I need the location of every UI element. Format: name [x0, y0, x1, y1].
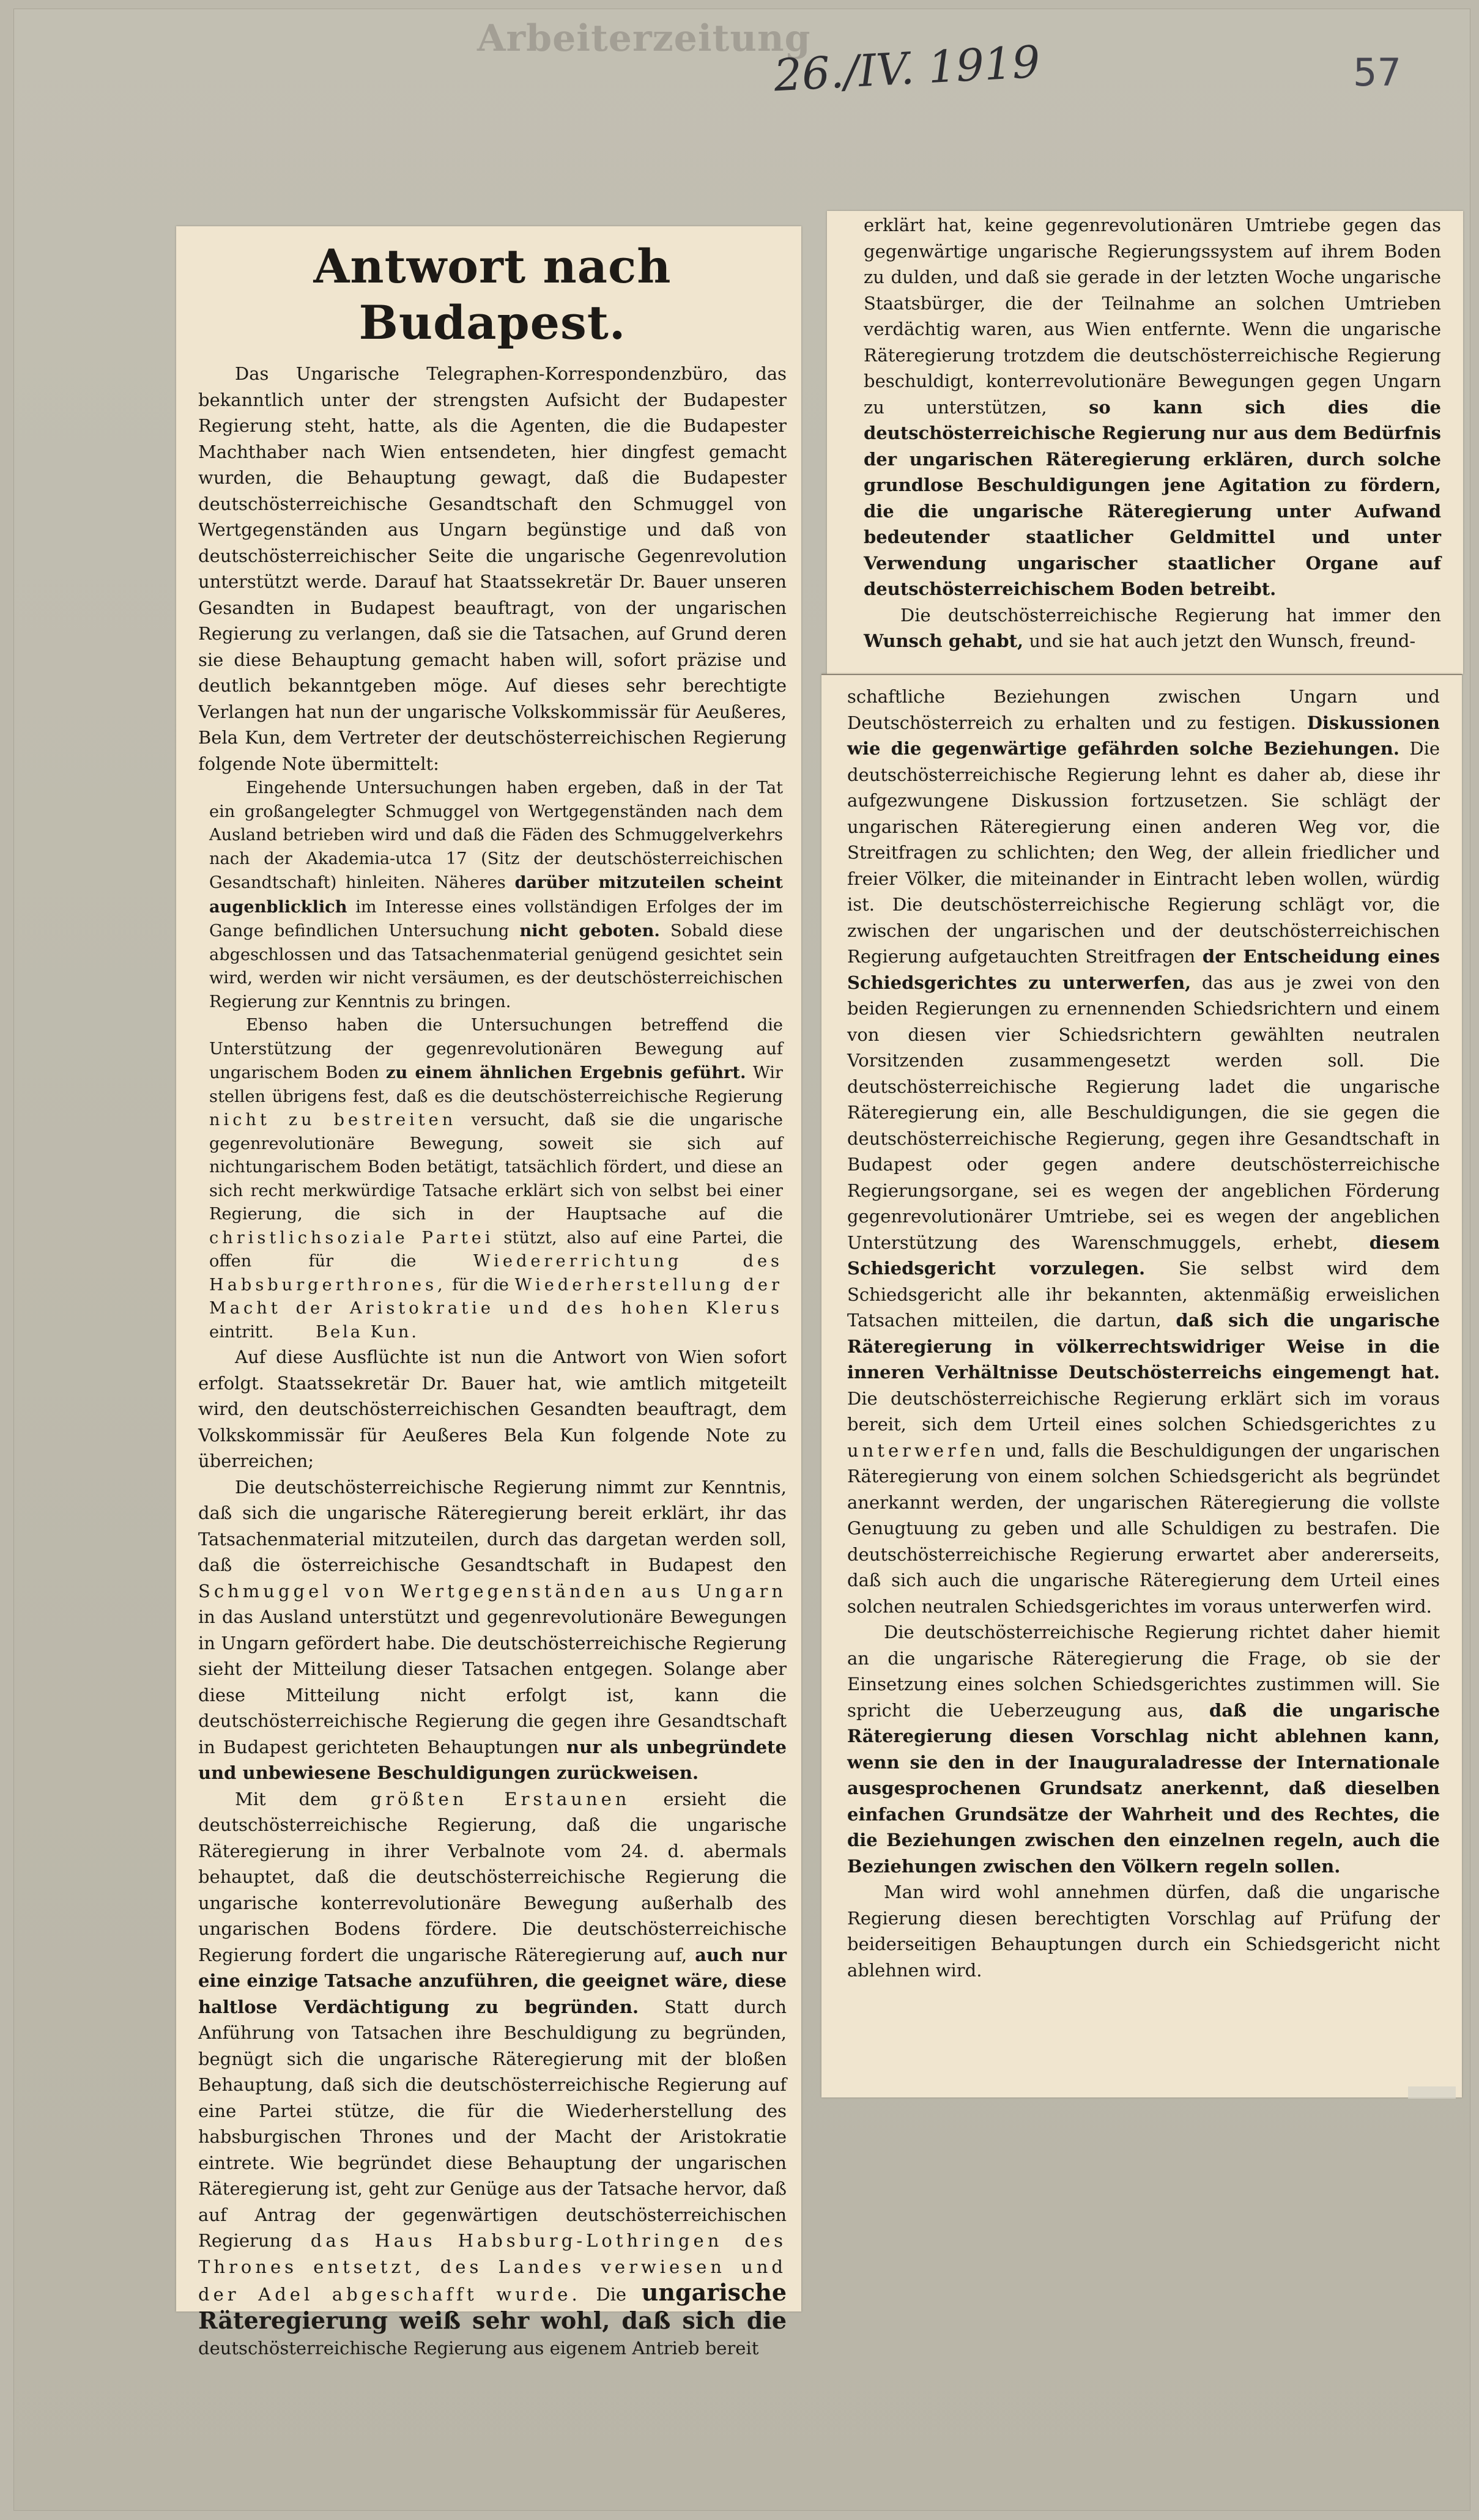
paragraph: Die deutschösterreichische Regierung richtet daher hiemit an die ungarische Räteregierung die Frage, ob sie der Einsetzung eines solchen Schiedsgerichtes zustimmen will. Sie spricht die Ueberzeugung aus, daß die ungarische Räteregierung diesen Vorschlag nicht ablehnen kann, wenn sie den in der Inauguraladresse der Internationale ausgesprochenen Grundsatz anerkennt, daß dieselben einfachen Grundsätze der Wahrheit und des Rechtes, die die Beziehungen zwischen den einzelnen regeln, auch die Beziehungen zwischen den Völkern regeln sollen. [847, 1622, 1440, 1877]
paragraph: schaftliche Beziehungen zwischen Ungarn und Deutschösterreich zu erhalten und zu festigen. Diskussionen wie die gegenwärtige gefährden solche Beziehungen. Die deutschösterreichische Regierung lehnt es daher ab, diese ihr aufgezwungene Diskussion fortzusetzen. Sie schlägt der ungarischen Räteregierung einen anderen Weg vor, die Streitfragen zu schlichten; den Weg, der allein friedlicher und freier Völker, die miteinander in Eintracht leben wollen, würdig ist. Die deutschösterreichische Regierung schlägt vor, die zwischen der ungarischen und der deutschösterreichischen Regierung aufgetauchten Streitfragen der Entscheidung eines Schiedsgerichtes zu unterwerfen, das aus je zwei von den beiden Regierungen zu ernennenden Schiedsrichtern und einem von diesen vier Schiedsrichtern gewählten neutralen Vorsitzenden zusammengesetzt werden soll. Die deutschösterreichische Regierung ladet die ungarische Räteregierung ein, alle Beschuldigungen, die sie gegen die deutschösterreichische Regierung, gegen ihre Gesandtschaft in Budapest oder gegen andere deutschösterreichische Regierungsorgane, sei es wegen der angeblichen Förderung gegenrevolutionärer Umtriebe, sei es wegen der angeblichen Unterstützung des Warenschmuggels, erhebt, diesem Schiedsgericht vorzulegen. Sie selbst wird dem Schiedsgericht alle ihr bekannten, aktenmäßig erweislichen Tatsachen mitteilen, die dartun, daß sich die ungarische Räteregierung in völkerrechtswidriger Weise in die inneren Verhältnisse Deutschösterreichs eingemengt hat. Die deutschösterreichische Regierung erklärt sich im voraus bereit, sich dem Urteil eines solchen Schiedsgerichtes zu unterwerfen und, falls die Beschuldigungen der ungarischen Räteregierung von einem solchen Schiedsgericht als begründet anerkannt werden, der ungarischen Räteregierung die vollste Genugtuung zu geben und alle Schuldigen zu bestrafen. Die deutschösterreichische Regierung erwartet aber andererseits, daß sich auch die ungarische Räteregierung dem Urteil eines solchen neutralen Schiedsgerichtes im voraus unterwerfen wird. [847, 686, 1440, 1617]
paragraph: Man wird wohl annehmen dürfen, daß die ungarische Regierung diesen berechtigten Vorschlag auf Prüfung der beiderseitigen Behauptungen durch ein Schiedsgericht nicht ablehnen wird. [847, 1882, 1440, 1981]
note-paragraph: Ebenso haben die Untersuchungen betreffend die Unterstützung der gegenrevolutionären Bewegung auf ungarischem Boden zu einem ähnlichen Ergebnis geführt. Wir stellen übrigens fest, daß es die deutschösterreichische Regierung nicht zu bestreiten versucht, daß sie die ungarische gegenrevolutionäre Bewegung, soweit sie sich auf nichtungarischem Boden betätigt, tatsächlich fördert, und diese an sich recht merkwürdige Tatsache erklärt sich von selbst bei einer Regierung, die sich in der Hauptsache auf die christlichsoziale Partei stützt, also auf eine Partei, die offen für die Wiedererrichtung des Habsburgerthrones, für die Wiederherstellung der Macht der Aristokratie und des hohen Klerus eintritt. Bela Kun. [209, 1016, 783, 1342]
tape-strip [1408, 2086, 1456, 2099]
newspaper-stamp: Arbeiterzeitung [477, 17, 811, 60]
paragraph: Das Ungarische Telegraphen-Korrespondenzbüro, das bekanntlich unter der strengsten Aufsicht der Budapester Regierung steht, hatte, als die Agenten, die die Budapester Machthaber nach Wien entsendeten, hier dingfest gemacht wurden, die Behauptung gewagt, daß die Budapester deutschösterreichische Gesandtschaft den Schmuggel von Wertgegenständen aus Ungarn begünstige und daß von deutschösterreichischer Seite die ungarische Gegenrevolution unterstützt werde. Darauf hat Staatssekretär Dr. Bauer unseren Gesandten in Budapest beauftragt, von der ungarischen Regierung zu verlangen, daß sie die Tatsachen, auf Grund deren sie diese Behauptung gemacht haben will, sofort präzise und deutlich bekanntgeben möge. Auf dieses sehr berechtigte Verlangen hat nun der ungarische Volkskommissär für Aeußeres, Bela Kun, dem Vertreter der deutschösterreichischen Regierung folgende Note übermittelt: [198, 363, 787, 774]
paragraph: erklärt hat, keine gegenrevolutionären Umtriebe gegen das gegenwärtige ungarische Regierungssystem auf ihrem Boden zu dulden, und daß sie gerade in der letzten Woche ungarische Staatsbürger, die der Teilnahme an solchen Umtrieben verdächtig waren, aus Wien entfernte. Wenn die ungarische Räteregierung trotzdem die deutschösterreichische Regierung beschuldigt, konterrevolutionäre Bewegungen gegen Ungarn zu unterstützen, so kann sich dies die deutschösterreichische Regierung nur aus dem Bedürfnis der ungarischen Räteregierung erklären, durch solche grundlose Beschuldigungen jene Agitation zu fördern, die die ungarische Räteregierung unter Aufwand bedeutender staatlicher Geldmittel und unter Verwendung ungarischer staatlicher Organe auf deutschösterreichischem Boden betreibt. [864, 215, 1441, 599]
clipping-column-1 [176, 226, 801, 2359]
note-paragraph: Eingehende Untersuchungen haben ergeben, daß in der Tat ein großangelegter Schmuggel von Wertgegenständen nach dem Ausland betrieben wird und daß die Fäden des Schmuggelverkehrs nach der Akademia-utca 17 (Sitz der deutschösterreichischen Gesandtschaft) hinleiten. Näheres darüber mitzuteilen scheint augenblicklich im Interesse eines vollständigen Erfolges der im Gange befindlichen Untersuchung nicht geboten. Sobald diese abgeschlossen und das Tatsachenmaterial genügend gesichtet sein wird, werden wir nicht versäumen, es der deutschösterreichischen Regierung zur Kenntnis zu bringen. [209, 778, 783, 1011]
paragraph: Mit dem größten Erstaunen ersieht die deutschösterreichische Regierung, daß die ungarische Räteregierung in ihrer Verbalnote vom 24. d. abermals behauptet, daß die deutschösterreichische Regierung die ungarische konterrevolutionäre Bewegung außerhalb des ungarischen Bodens fördere. Die deutschösterreichische Regierung fordert die ungarische Räteregierung auf, auch nur eine einzige Tatsache anzuführen, die geeignet wäre, diese haltlose Verdächtigung zu begründen. Statt durch Anführung von Tatsachen ihre Beschuldigung zu begründen, begnügt sich die ungarische Räteregierung mit der bloßen Behauptung, daß sich die deutschösterreichische Regierung auf eine Partei stütze, die für die Wiederherstellung des habsburgischen Thrones und der Macht der Aristokratie eintrete. Wie begründet diese Behauptung der ungarischen Räteregierung ist, geht zur Genüge aus der Tatsache hervor, daß auf Antrag der gegenwärtigen deutschösterreichischen Regierung das Haus Habsburg-Lothringen des Thrones entsetzt, des Landes verwiesen und der Adel abgeschafft wurde. Die ungarische Räteregierung weiß sehr wohl, daß sich die deutschösterreichische Regierung aus eigenem Antrieb bereit [198, 1788, 787, 2359]
clipping-column-2 [827, 211, 1463, 674]
paragraph: Auf diese Ausflüchte ist nun die Antwort von Wien sofort erfolgt. Staatssekretär Dr. Bauer hat, wie amtlich mitgeteilt wird, den deutschösterreichischen Gesandten beauftragt, dem Volkskommissär für Aeußeres Bela Kun folgende Note zu überreichen; [198, 1347, 787, 1471]
clipping-column-3 [821, 674, 1462, 2097]
handwritten-date: 26./IV. 1919 [773, 35, 1042, 102]
page-number: 57 [1353, 50, 1401, 95]
paragraph: Die deutschösterreichische Regierung nimmt zur Kenntnis, daß sich die ungarische Räteregierung bereit erklärt, ihr das Tatsachenmaterial mitzuteilen, durch das dargetan werden soll, daß die österreichische Gesandtschaft in Budapest den Schmuggel von Wertgegenständen aus Ungarn in das Ausland unterstützt und gegenrevolutionäre Bewegungen in Ungarn gefördert habe. Die deutschösterreichische Regierung sieht der Mitteilung dieser Tatsachen entgegen. Solange aber diese Mitteilung nicht erfolgt ist, kann die deutschösterreichische Regierung die gegen ihre Gesandtschaft in Budapest gerichteten Behauptungen nur als unbegründete und unbewiesene Beschuldigungen zurückweisen. [198, 1476, 787, 1783]
paragraph: Die deutschösterreichische Regierung hat immer den Wunsch gehabt, und sie hat auch jetzt den Wunsch, freund- [864, 604, 1441, 651]
headline: Antwort nach Budapest. [313, 239, 672, 350]
signature: Bela Kun. [316, 1322, 420, 1342]
